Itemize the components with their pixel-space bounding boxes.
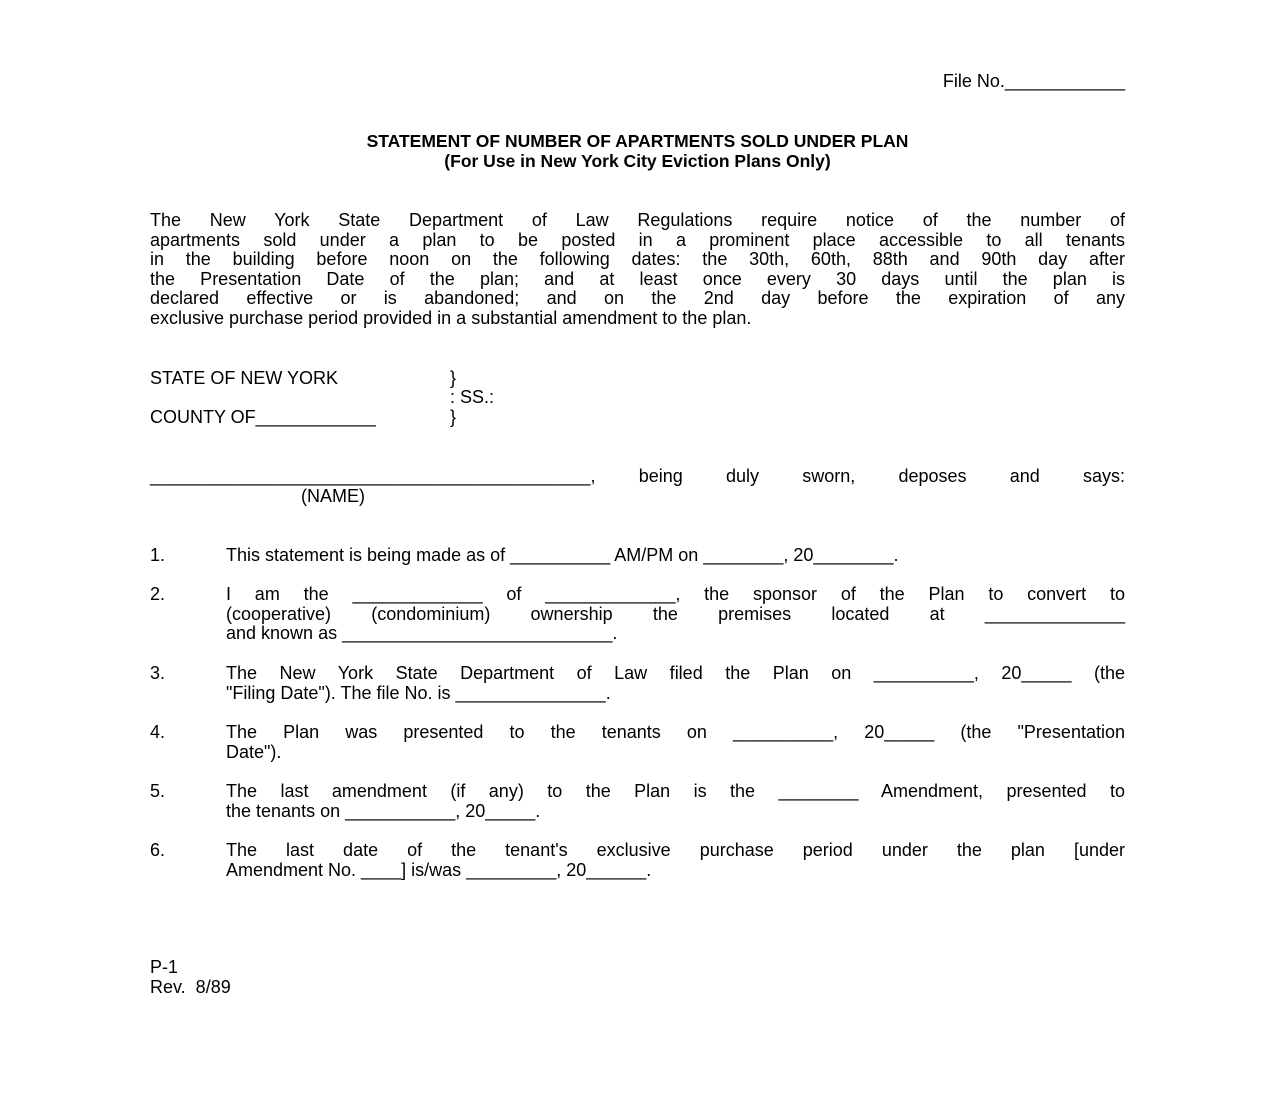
county-field: COUNTY OF____________	[150, 407, 376, 427]
revision-date: Rev. 8/89	[150, 977, 231, 997]
file-number-field: File No.____________	[942, 71, 1125, 91]
affiant-line: ____________________________________________, being duly sworn, deposes and says:	[150, 466, 1125, 486]
document-title: STATEMENT OF NUMBER OF APARTMENTS SOLD UNDER PLAN	[366, 131, 909, 151]
intro-line: exclusive purchase period provided in a substantial amendment to the plan.	[150, 307, 752, 328]
item-line: This statement is being made as of __________ AM/PM on ________, 20________.	[226, 545, 899, 565]
item-number: 5.	[150, 781, 166, 801]
item-text	[226, 585, 1125, 644]
item-text	[226, 782, 1125, 821]
item-number: 1.	[150, 545, 166, 565]
document-subtitle: (For Use in New York City Eviction Plans Only)	[444, 151, 831, 171]
item-line: The last date of the tenant's exclusive purchase period under the plan [under	[226, 840, 1125, 860]
state-label: STATE OF NEW YORK	[150, 368, 339, 388]
item-number: 2.	[150, 584, 166, 604]
ss-label: : SS.:	[450, 387, 495, 407]
affiant-statement	[150, 467, 1125, 487]
item-line: (cooperative) (condominium) ownership the premises located at ______________	[226, 603, 1125, 624]
item-line: and known as ___________________________.	[226, 623, 618, 644]
item-line: Amendment No. ____] is/was _________, 20______.	[226, 859, 652, 880]
item-line: The New York State Department of Law filed the Plan on __________, 20_____ (the	[226, 663, 1125, 683]
intro-paragraph	[150, 211, 1125, 329]
item-text	[226, 723, 1125, 762]
item-line: The Plan was presented to the tenants on __________, 20_____ (the "Presentation	[226, 722, 1125, 742]
intro-line: declared effective or is abandoned; and on the 2nd day before the expiration of any	[150, 288, 1125, 309]
intro-line: apartments sold under a plan to be posted in a prominent place accessible to all tenants	[150, 229, 1125, 250]
item-text	[226, 664, 1125, 703]
item-number: 4.	[150, 722, 166, 742]
intro-line: the Presentation Date of the plan; and at least once every 30 days until the plan is	[150, 268, 1125, 289]
item-line: Date").	[226, 741, 282, 762]
item-line: I am the _____________ of _____________, the sponsor of the Plan to convert to	[226, 584, 1125, 604]
item-line: the tenants on ___________, 20_____.	[226, 800, 541, 821]
item-text	[226, 841, 1125, 880]
intro-line: in the building before noon on the following dates: the 30th, 60th, 88th and 90th day after	[150, 249, 1125, 270]
item-number: 6.	[150, 840, 166, 860]
form-code: P-1	[150, 957, 179, 977]
item-line: The last amendment (if any) to the Plan is the ________ Amendment, presented to	[226, 781, 1125, 801]
item-line: "Filing Date"). The file No. is _______________.	[226, 682, 611, 703]
venue-brace: }	[450, 407, 457, 427]
item-number: 3.	[150, 663, 166, 683]
intro-line: The New York State Department of Law Regulations require notice of the number of	[150, 210, 1125, 230]
name-caption: (NAME)	[301, 486, 365, 506]
venue-brace: }	[450, 368, 457, 388]
item-text	[226, 546, 1125, 566]
